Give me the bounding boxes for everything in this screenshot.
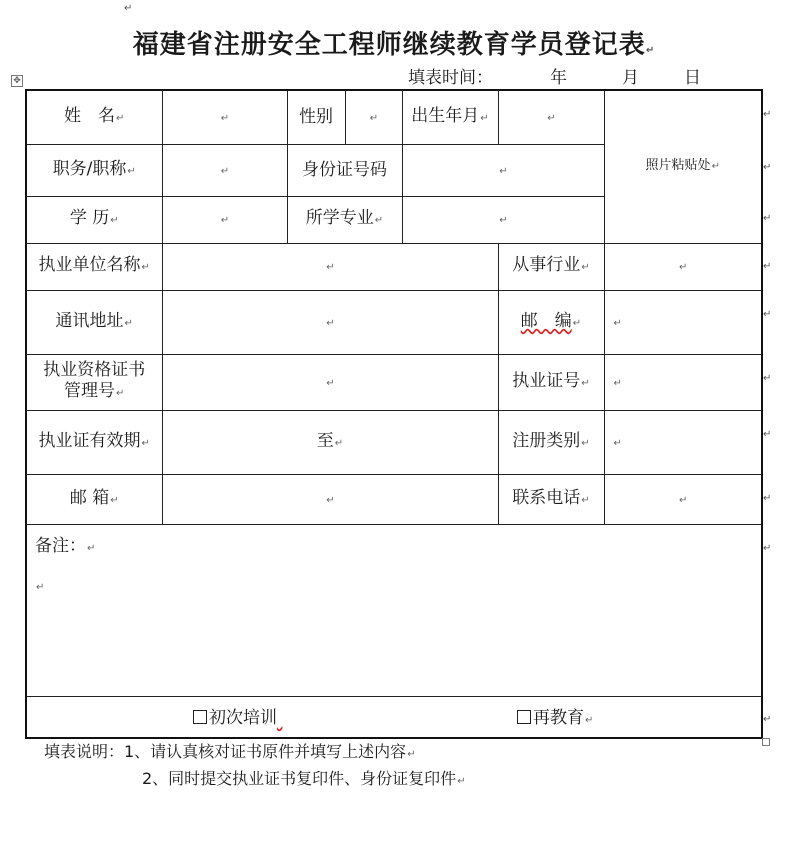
address-label: 通讯地址 (55, 310, 124, 331)
cell-mark: ↵ (581, 262, 590, 273)
cell-mark: ↵ (581, 437, 590, 449)
cell-mark: ↵ (679, 494, 688, 506)
cell-mark: ↵ (547, 112, 556, 124)
industry-label-cell (498, 243, 604, 290)
row-end-mark: ↵ (763, 373, 772, 384)
cell-mark: ↵ (220, 165, 230, 177)
re-education-checkbox[interactable] (517, 710, 531, 724)
photo-area[interactable] (604, 90, 762, 243)
cell-mark: ↵ (581, 494, 590, 506)
major-label: 所学专业 (305, 208, 374, 228)
cell-mark: ↵ (480, 112, 489, 124)
validity-to-label: 至 (316, 430, 334, 451)
employer-label-cell (26, 243, 162, 290)
cell-mark: ↵ (326, 317, 335, 329)
cell-mark: ↵ (110, 215, 119, 226)
id-input-cell[interactable] (402, 144, 604, 196)
row-end-mark: ↵ (763, 714, 772, 725)
form-title (0, 24, 788, 61)
address-input-cell[interactable] (162, 290, 498, 354)
cell-mark: ↵ (87, 542, 96, 554)
id-label: 身份证号码 (302, 160, 387, 180)
postcode-label: 邮 编 (520, 310, 572, 331)
fill-date-line (408, 63, 708, 88)
instruction-line-2 (142, 766, 466, 789)
cell-mark: ↵ (369, 112, 379, 124)
employer-label: 执业单位名称 (38, 255, 141, 275)
remarks-label: 备注： (35, 535, 86, 556)
cert-mgmt-input-cell[interactable] (162, 354, 498, 410)
position-input-cell[interactable] (162, 144, 287, 196)
license-no-input-cell[interactable] (604, 354, 762, 410)
cell-mark: ↵ (124, 317, 133, 329)
fill-month-label: 月 (622, 68, 639, 88)
paragraph-mark: ↵ (457, 776, 466, 787)
reg-type-label: 注册类别 (512, 430, 581, 451)
address-label-cell (26, 290, 162, 354)
gender-label-cell (287, 90, 345, 144)
cell-mark: ↵ (220, 215, 230, 226)
cell-mark: ↵ (334, 437, 344, 449)
photo-label: 照片粘贴处 (645, 158, 711, 173)
name-input-cell[interactable] (162, 90, 287, 144)
registration-form-table (25, 89, 763, 739)
option-re[interactable] (517, 707, 593, 732)
cert-mgmt-label-line1: 执业资格证书 (43, 360, 146, 380)
instruction-line-1 (44, 739, 416, 762)
validity-label: 执业证有效期 (38, 430, 141, 451)
name-label: 姓 名 (64, 105, 116, 126)
option-initial-label: 初次培训 (209, 707, 277, 728)
spelling-underline (277, 707, 459, 729)
row-end-mark: ↵ (763, 493, 772, 504)
table-move-handle-icon[interactable]: ✥ (11, 75, 23, 87)
fill-day-label: 日 (684, 68, 701, 88)
position-label-cell (26, 144, 162, 196)
fill-year-label: 年 (550, 68, 567, 88)
cell-mark: ↵ (613, 377, 622, 389)
cell-mark: ↵ (711, 161, 720, 172)
phone-label-cell (498, 474, 604, 524)
email-label-cell (26, 474, 162, 524)
row-end-mark: ↵ (763, 109, 772, 120)
row-end-mark: ↵ (763, 543, 772, 554)
form-title-text: 福建省注册安全工程师继续教育学员登记表 (132, 30, 646, 60)
postcode-label-cell (498, 290, 604, 354)
education-input-cell[interactable] (162, 196, 287, 243)
birth-label: 出生年月 (411, 105, 480, 126)
email-label: 邮 箱 (69, 487, 110, 508)
cell-mark: ↵ (141, 437, 150, 449)
cell-mark: ↵ (572, 317, 582, 329)
row-end-mark: ↵ (763, 429, 772, 440)
cell-mark: ↵ (613, 437, 622, 449)
postcode-input-cell[interactable] (604, 290, 762, 354)
cell-mark: ↵ (116, 112, 125, 124)
phone-label: 联系电话 (512, 487, 581, 508)
cell-mark: ↵ (581, 377, 590, 389)
cell-mark: ↵ (141, 262, 150, 273)
cell-mark: ↵ (499, 215, 508, 226)
instruction-text-2: 2、同时提交执业证书复印件、身份证复印件 (142, 769, 457, 788)
email-input-cell[interactable] (162, 474, 498, 524)
row-end-mark: ↵ (763, 261, 772, 272)
cell-mark: ↵ (110, 494, 119, 506)
education-label: 学 历 (69, 208, 110, 228)
cell-mark: ↵ (36, 581, 45, 593)
cell-mark: ↵ (679, 262, 688, 273)
industry-input-cell[interactable] (604, 243, 762, 290)
training-type-cell (26, 696, 762, 738)
license-no-label: 执业证号 (512, 370, 581, 391)
fill-time-label: 填表时间： (408, 68, 493, 88)
reg-type-input-cell[interactable] (604, 410, 762, 474)
id-label-cell (287, 144, 402, 196)
paragraph-mark: ↵ (124, 3, 133, 14)
remarks-cell[interactable] (26, 524, 762, 696)
initial-checkbox[interactable] (193, 710, 207, 724)
row-end-mark: ↵ (763, 162, 772, 173)
cert-mgmt-label-line2: 管理号 (64, 381, 116, 401)
phone-input-cell[interactable] (604, 474, 762, 524)
instruction-text-1: 填表说明：1、请认真核对证书原件并填写上述内容 (44, 742, 407, 761)
birth-input-cell[interactable] (498, 90, 604, 144)
cell-mark: ↵ (374, 215, 384, 226)
position-label: 职务/职称 (52, 158, 127, 179)
education-label-cell (26, 196, 162, 243)
name-label-cell (26, 90, 162, 144)
major-input-cell[interactable] (402, 196, 604, 243)
industry-label: 从事行业 (512, 255, 581, 275)
gender-label: 性别 (299, 107, 333, 128)
license-no-label-cell (498, 354, 604, 410)
cell-mark: ↵ (127, 165, 136, 177)
cert-mgmt-label-cell (26, 354, 162, 410)
reg-type-label-cell (498, 410, 604, 474)
cell-mark: ↵ (499, 165, 508, 177)
cell-mark: ↵ (326, 262, 335, 273)
employer-input-cell[interactable] (162, 243, 498, 290)
option-re-label: 再教育 (533, 707, 584, 728)
cell-mark: ↵ (613, 317, 622, 329)
paragraph-mark: ↵ (645, 45, 656, 56)
cell-mark: ↵ (326, 377, 335, 389)
validity-label-cell (26, 410, 162, 474)
option-initial[interactable] (193, 707, 459, 729)
cell-mark: ↵ (220, 112, 230, 124)
gender-input-cell[interactable] (345, 90, 402, 144)
cell-mark: ↵ (585, 714, 594, 726)
birth-label-cell (402, 90, 498, 144)
validity-input-cell[interactable] (162, 410, 498, 474)
major-label-cell (287, 196, 402, 243)
table-resize-handle-icon[interactable] (762, 738, 770, 746)
cell-mark: ↵ (326, 494, 335, 506)
cell-mark: ↵ (116, 388, 125, 399)
paragraph-mark: ↵ (407, 749, 416, 760)
row-end-mark: ↵ (763, 309, 772, 320)
row-end-mark: ↵ (763, 213, 772, 224)
